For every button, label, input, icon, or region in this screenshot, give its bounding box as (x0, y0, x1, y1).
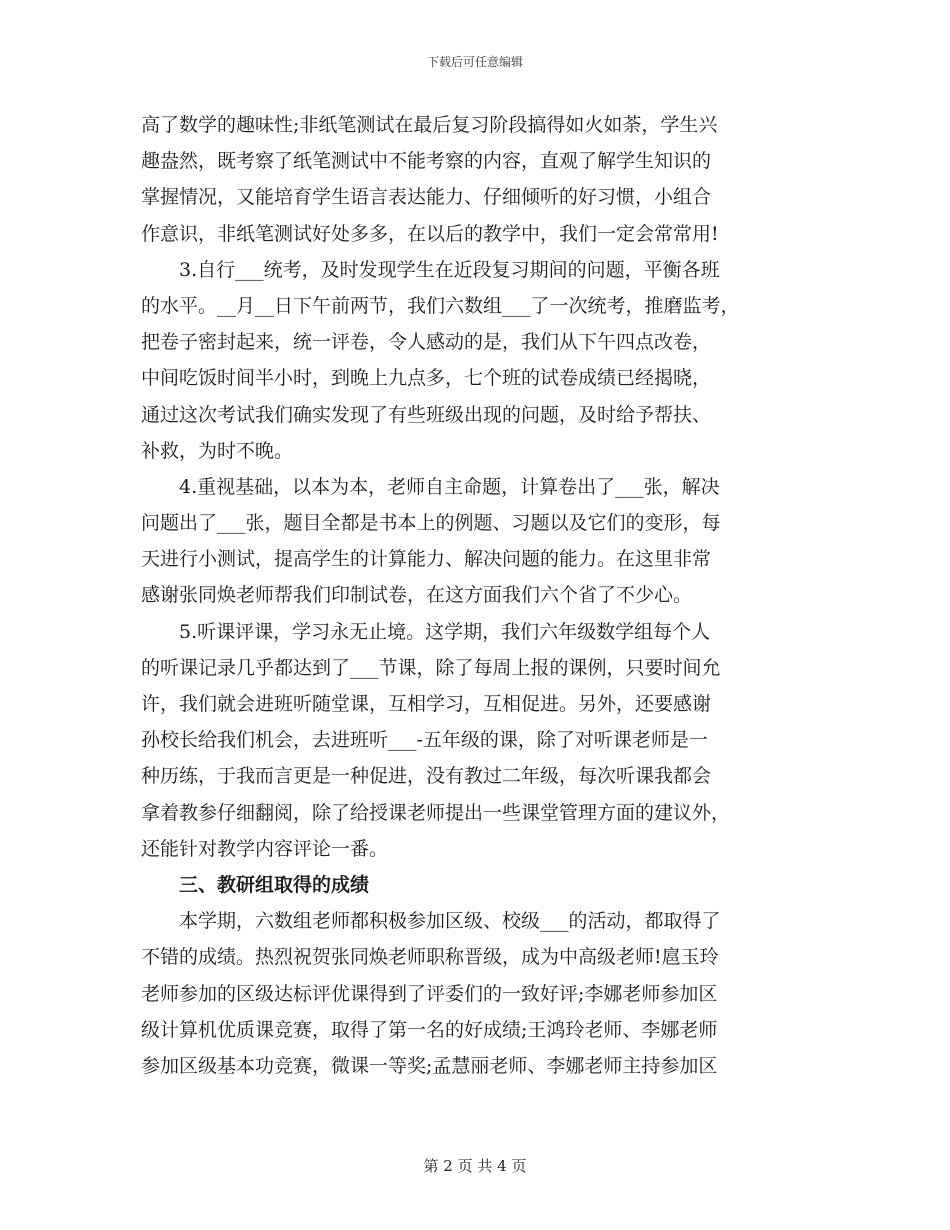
paragraph-line: 级计算机优质课竞赛，取得了第一名的好成绩;王鸿玲老师、李娜老师 (141, 1018, 718, 1041)
paragraph-line: 作意识，非纸笔测试好处多多，在以后的教学中，我们一定会常常用! (141, 222, 719, 245)
document-body (141, 107, 821, 1084)
paragraph-line: 的水平。__月__日下午前两节，我们六数组___了一次统考，推磨监考， (141, 294, 740, 317)
paragraph-line: 的听课记录几乎都达到了___节课，除了每周上报的课例，只要时间允 (141, 656, 721, 679)
paragraph-line: 5.听课评课，学习永无止境。这学期，我们六年级数学组每个人 (179, 620, 711, 643)
paragraph-line: 孙校长给我们机会，去进班听___-五年级的课，除了对听课老师是一 (141, 729, 708, 752)
paragraph-line: 参加区级基本功竞赛，微课一等奖;孟慧丽老师、李娜老师主持参加区 (141, 1054, 718, 1077)
section-heading: 三、教研组取得的成绩 (179, 873, 370, 896)
paragraph-line: 许，我们就会进班听随堂课，互相学习，互相促进。另外，还要感谢 (141, 693, 712, 715)
paragraph-line: 趣盎然，既考察了纸笔测试中不能考察的内容，直观了解学生知识的 (141, 150, 712, 173)
paragraph-line: 本学期，六数组老师都积极参加区级、校级___的活动，都取得了 (179, 910, 721, 933)
paragraph-line: 问题出了___张，题目全都是书本上的例题、习题以及它们的变形，每 (141, 512, 721, 535)
paragraph-line: 中间吃饭时间半小时，到晚上九点多，七个班的试卷成绩已经揭晓， (141, 367, 712, 390)
paragraph-line: 4.重视基础，以本为本，老师自主命题，计算卷出了___张，解决 (179, 475, 720, 498)
paragraph-line: 3.自行___统考，及时发现学生在近段复习期间的问题，平衡各班 (179, 258, 720, 281)
paragraph-line: 天进行小测试，提高学生的计算能力、解决问题的能力。在这里非常 (141, 548, 712, 571)
paragraph-line: 通过这次考试我们确实发现了有些班级出现的问题，及时给予帮扶、 (141, 403, 712, 426)
paragraph-line: 不错的成绩。热烈祝贺张同焕老师职称晋级，成为中高级老师!扈玉玲 (141, 946, 719, 969)
paragraph-line: 补救，为时不晚。 (141, 439, 294, 462)
paragraph-line: 还能针对教学内容评论一番。 (141, 837, 389, 860)
paragraph-line: 种历练，于我而言更是一种促进，没有教过二年级，每次听课我都会 (141, 765, 712, 788)
paragraph-line: 高了数学的趣味性;非纸笔测试在最后复习阶段搞得如火如荼，学生兴 (141, 114, 718, 136)
paragraph-line: 感谢张同焕老师帮我们印制试卷，在这方面我们六个省了不少心。 (141, 584, 693, 607)
paragraph-line: 掌握情况，又能培育学生语言表达能力、仔细倾听的好习惯，小组合 (141, 186, 712, 209)
page-header-note: 下载后可任意编辑 (426, 55, 523, 69)
page-number: 第 2 页 共 4 页 (423, 1157, 527, 1175)
paragraph-line: 拿着教参仔细翻阅，除了给授课老师提出一些课堂管理方面的建议外， (141, 801, 731, 824)
paragraph-line: 把卷子密封起来，统一评卷，令人感动的是，我们从下午四点改卷， (141, 331, 712, 354)
paragraph-line: 老师参加的区级达标评优课得到了评委们的一致好评;李娜老师参加区 (141, 982, 718, 1005)
